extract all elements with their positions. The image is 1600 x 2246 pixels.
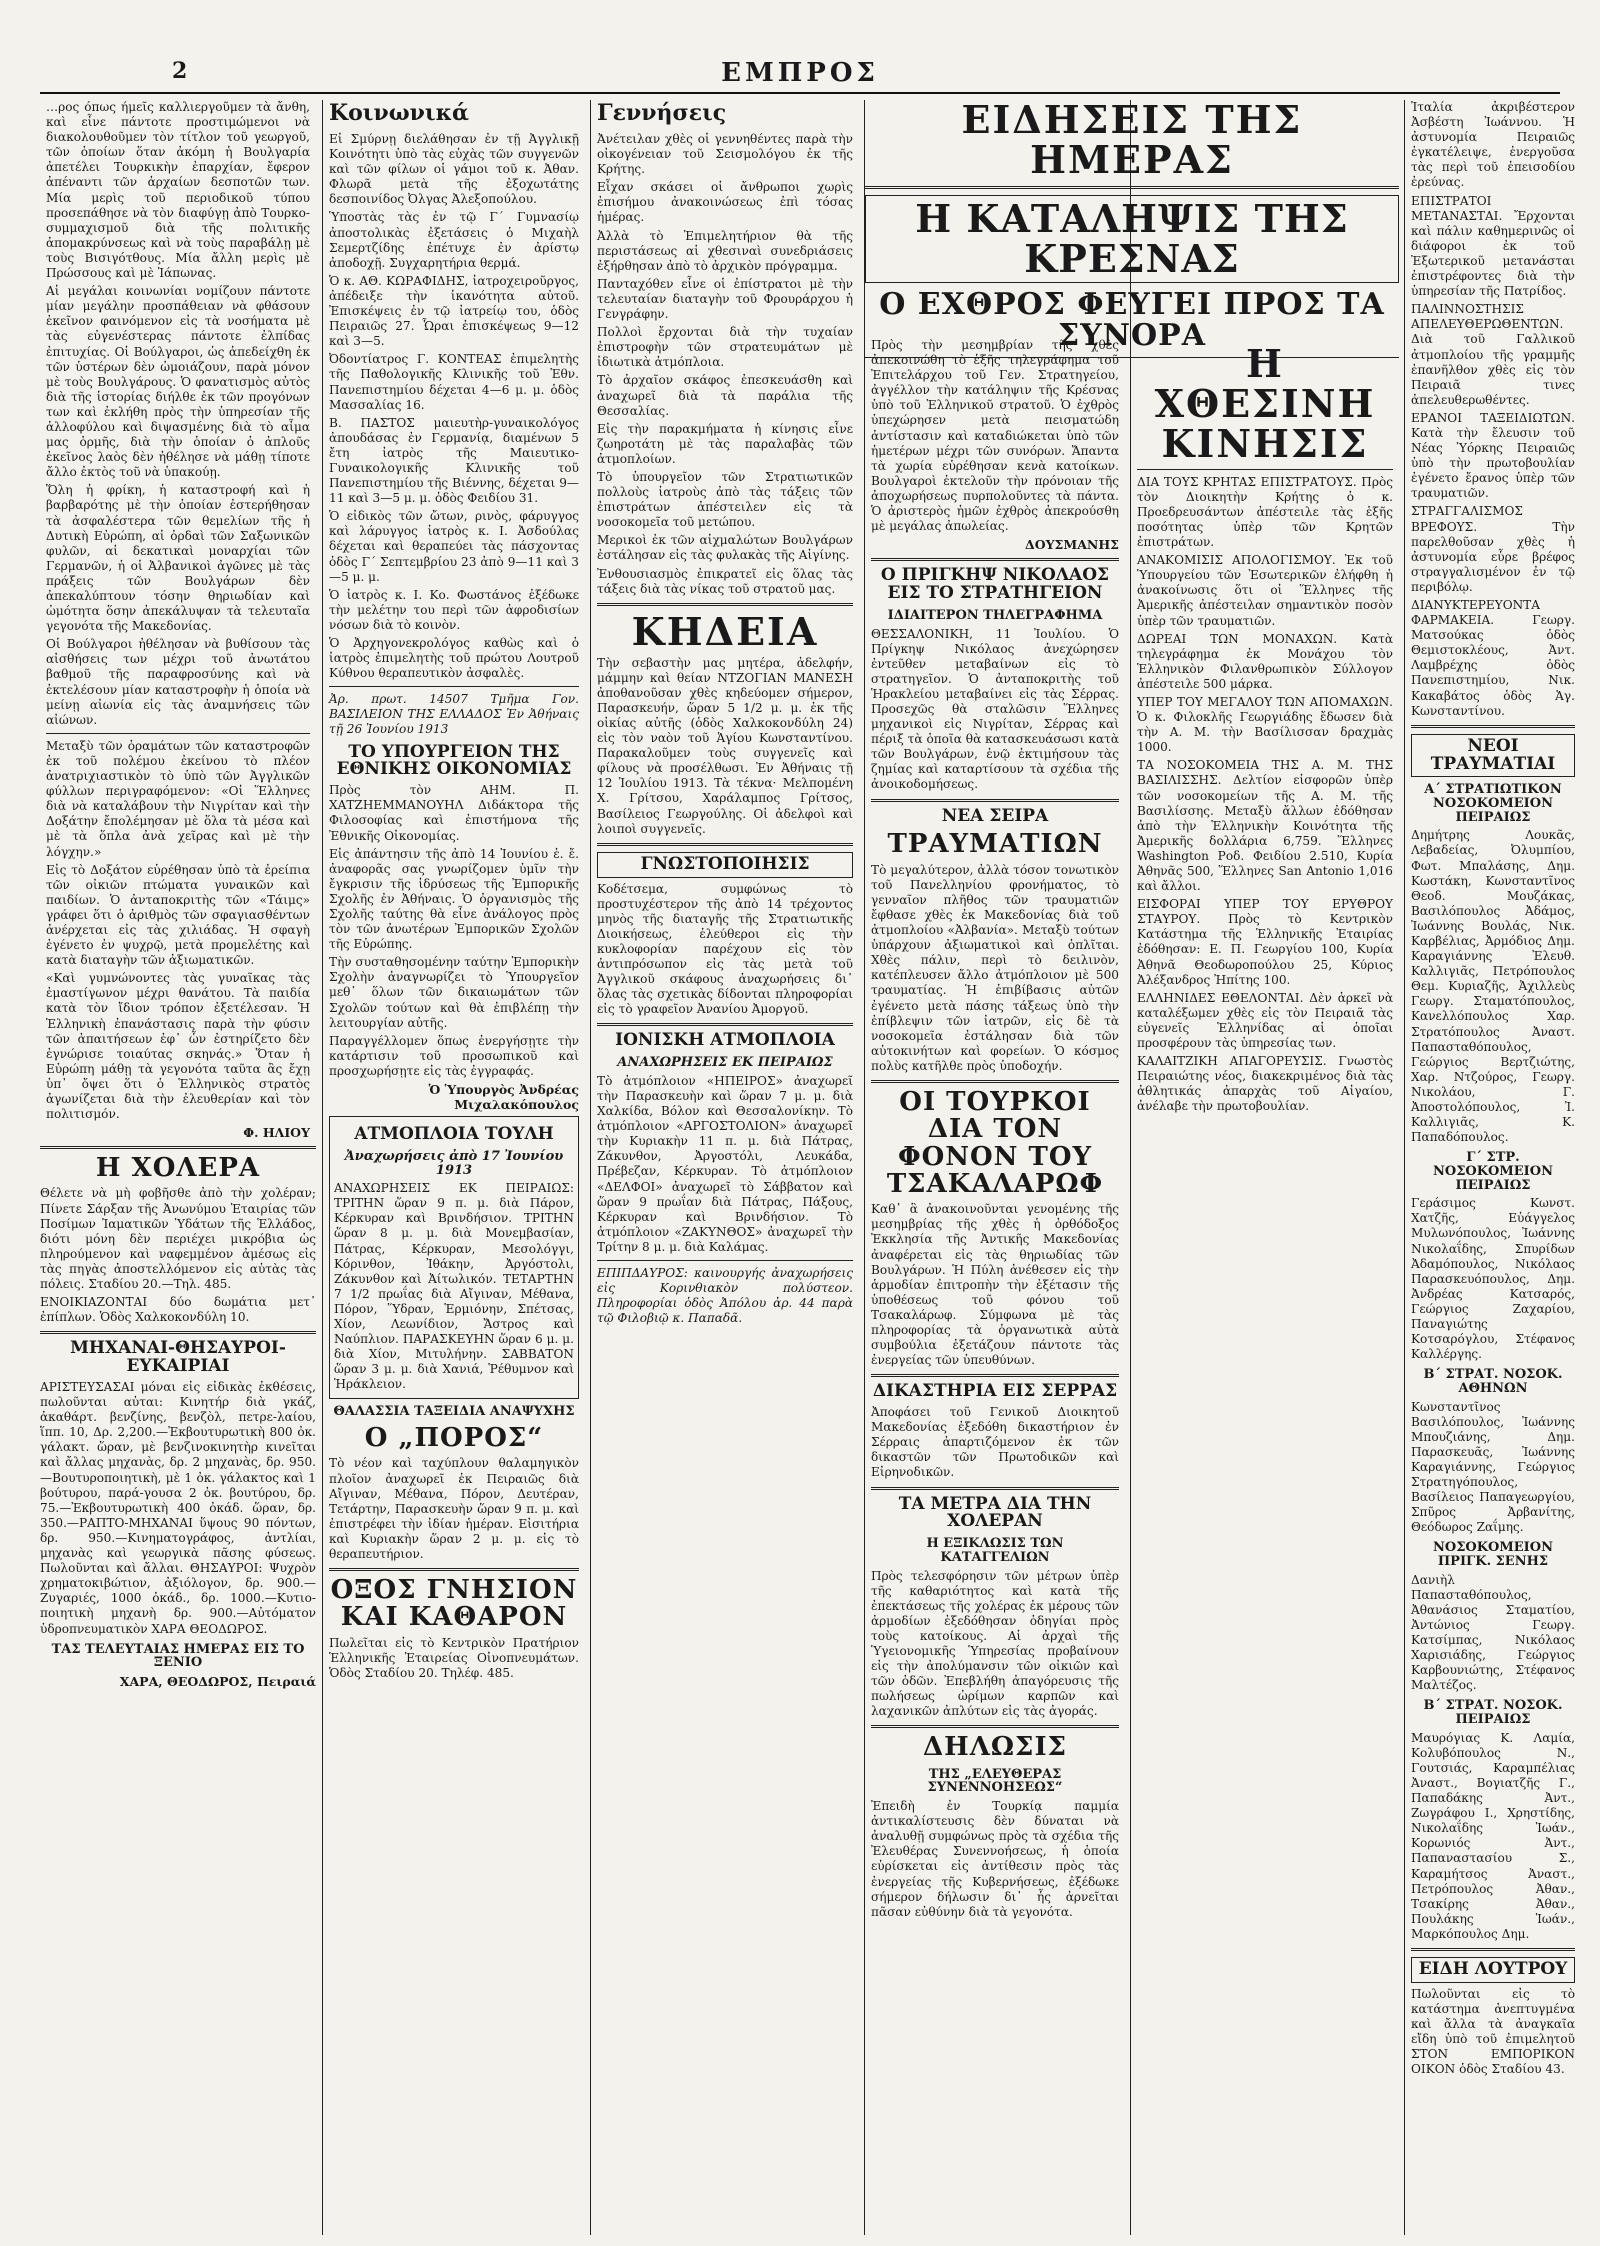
wounded-list: Δημήτρης Λουκᾶς, Λεβαδείας, Ὀλυμπίου, Φωτ. Μπαλάσης, Δημ. Κωστάκη, Κωνσταντῖνος Θεοδ. Μουζάκας, Βασιλόπουλος Ἀδάμος, Ἰωάννης Βουλάς, Νικ. Καρβέλιας, Ἀρμόδιος Δημ. Καραγιάννης Ἐλευθ. Καλλιγιᾶς, Πετρόπουλος Θεμ. Κυριαζῆς, Ἀχιλλεὺς Γεωργ. Σταματόπουλος, Κανελλόπουλος Χαρ. Στρατόπουλος Ἀναστ. Παπασταθόπουλος, Γεώργιος Βερτζιώτης, Χαρ. Ντζούρος, Γεωργ. Νικολάου, Γ. Ἀποστολόπουλος, Ἰ. Καλλιγιᾶς, Κ. Παπαδόπουλος.: [1411, 828, 1575, 1145]
cholera-measures-heading: ΤΑ ΜΕΤΡΑ ΔΙΑ ΤΗΝ ΧΟΛΕΡΑΝ: [898, 1493, 1092, 1532]
column-5: [1130, 100, 1399, 2235]
divider: [40, 1331, 316, 1334]
births-section-title: Γεννήσεις: [597, 100, 727, 126]
notice-body: Κοδέτσεμα, συμφώνως τὸ προστυχέστερον τῆς ἀπὸ 14 τρέχοντος μηνὸς τῆς διαταγῆς τῆς Στρατιωτικῆς Διοικήσεως, ἐλεύθεροι εἰς τὴν κυκλοφορίαν παρέχουν εἰς τὸν ἀντιπρόσωπον εἰς τὰς μετὰ τοῦ Ἀγγλικοῦ σκάφους ἀναχωρήσεις δι᾽ ὅλας τὰς σχετικὰς δίδονται πληροφορίαι εἰς τὸ γραφεῖον Ἀνανίου Ἀμοργοῦ.: [597, 881, 853, 1017]
article-paragraph: Οἱ Βούλγαροι ἠθέλησαν νὰ βυθίσουν τὰς αἰσθήσεις των μέχρι τοῦ ἀνωτάτου βαθμοῦ τῆς παραφροσύνης καὶ νὰ ἐκτελέσουν μίαν καταστροφὴν ἡ ὁποία νὰ μείνῃ αἰωνία εἰς τὰς ἀναμνήσεις τῶν αἰώνων.: [46, 637, 310, 727]
news-item: ΕΠΙΣΤΡΑΤΟΙ ΜΕΤΑΝΑΣΤΑΙ. Ἔρχονται καὶ πάλιν καθημερινῶς οἱ διάφοροι ἐκ τοῦ Ἐξωτερικοῦ μετανάσται ἐπιστρέφοντες διὰ τὴν ὑπηρεσίαν τῆς Πατρίδος.: [1411, 193, 1575, 299]
main-headline: Η ΚΑΤΑΛΗΨΙΣ ΤΗΣ ΚΡΕΣΝΑΣ: [865, 195, 1399, 283]
society-item: Ὑποστὰς τὰς ἐν τῷ Γ΄ Γυμνασίῳ ἀποστολικὰς ἐξετάσεις ὁ Μιχαὴλ Σεμερτζίδης ἐπέτυχε ἐν ἀρίστῳ ἀποδοχῇ. Συγχαρητήρια θερμά.: [329, 210, 579, 270]
births-item: Μερικοὶ ἐκ τῶν αἰχμαλώτων Βουλγάρων ἐστάλησαν εἰς τὰς φυλακὰς τῆς Αἰγίνης.: [597, 533, 853, 563]
ministry-paragraph: Παραγγέλλομεν ὅπως ἐνεργήσῃτε τὴν κατάρτισιν τοῦ προσωπικοῦ καὶ προσχωρήσῃτε εἰς τὰς ἐγγραφάς.: [329, 1033, 579, 1078]
hospital-heading: ΝΟΣΟΚΟΜΕΙΟΝ ΠΡΙΓΚ. ΣΕΝΗΣ: [1433, 1540, 1553, 1570]
machines-ad-signature: ΧΑΡΑ, ΘΕΟΔΩΡΟΣ, Πειραιά: [119, 1673, 316, 1689]
births-item: Πολλοὶ ἔρχονται διὰ τὴν τυχαίαν ἐπιστροφὴν τῶν στρατευμάτων μὲ ἰδιωτικὰ ἀτμόπλοια.: [597, 325, 853, 370]
machines-ad-heading: ΜΗΧΑΝΑΙ-ΘΗΣΑΥΡΟΙ-ΕΥΚΑΙΡΙΑΙ: [70, 1338, 286, 1377]
article-paragraph: «Καὶ γυμνώνοντες τὰς γυναῖκας τὰς ἐμαστίγωνον μέχρι θανάτου. Τὰ παιδία κατὰ τὸν ἴδιον τρόπον ἐξετέλεσαν. Ἡ Ἑλληνικὴ ἐπανάστασις παρὰ τὴν φύσιν τῶν ἀπαιτήσεων ἐφ᾽ ὧν ἐστηρίζετο δὲν ἐγνώρισε τοιαύτας σκηνάς.» Ὅταν ἡ Εὐρώπη μάθῃ τὰ γεγονότα ταῦτα ἂς ἔχῃ ὑπ᾽ ὄψει ὅτι ὁ Ἑλληνικὸς στρατὸς ἀγωνίζεται διὰ τὴν ἐλευθερίαν καὶ τὸν πολιτισμόν.: [46, 971, 310, 1122]
courts-body: Ἀποφάσει τοῦ Γενικοῦ Διοικητοῦ Μακεδονίας ἐξεδόθη δικαστήριον ἐν Σέρραις ἀπαρτιζόμενον ἐκ τῶν δικαστῶν τῶν Πρωτοδικῶν καὶ Εἰρηνοδικῶν.: [871, 1405, 1119, 1480]
society-item: Ὁ κ. ΑΘ. ΚΩΡΑΦΙΔΗΣ, ἰατροχειροῦργος, ἀπέδειξε τὴν ἱκανότητα αὐτοῦ. Ἐπισκέψεις ἐν τῷ ἰατρείῳ του, ὁδὸς Πειραιῶς 27. Ὧραι ἐπισκέψεως 9—12 καὶ 3—5.: [329, 273, 579, 349]
article-signature: Φ. ΗΛΙΟΥ: [243, 1125, 310, 1141]
ministry-heading: ΤΟ ΥΠΟΥΡΓΕΙΟΝ ΤΗΣ ΕΘΝΙΚΗΣ ΟΙΚΟΝΟΜΙΑΣ: [336, 741, 572, 780]
lead-news-body: Πρὸς τὴν μεσημβρίαν τῆς χθὲς ἀπεκοινώθη τὸ ἑξῆς τηλεγράφημα τοῦ Ἐπιτελάρχου τοῦ Γεν. Στρατηγείου, ἀγγέλλον τὴν κατάληψιν τῆς Κρέσνας ὑπὸ τοῦ Ἑλληνικοῦ στρατοῦ. Ὁ ἐχθρὸς ὑπεχώρησεν μετὰ πεισματώδη ἀντίστασιν καὶ καταδιώκεται ὑπὸ τῶν ἡμετέρων μέχρι τῶν συνόρων. Ἄπαντα τὰ χωρία εὑρέθησαν κενὰ κατοίκων. Βουλγαροὶ ἐκτελοῦν τὴν πρόνοιαν τῆς ἀποχωρήσεως πυρπολοῦντες τὰ πάντα. Ὁ ἀριστερὸς ἡμῶν ἐχθρὸς ἀπεκρούσθη μὲ μεγάλας ἀπωλείας.: [871, 338, 1119, 534]
cholera-ad-heading: Η ΧΟΛΕΡΑ: [95, 1153, 261, 1184]
sub-headline: Ο ΕΧΘΡΟΣ ΦΕΥΓΕΙ ΠΡΟΣ ΤΑ ΣΥΝΟΡΑ: [879, 286, 1385, 354]
wounded-pre-heading: ΝΕΑ ΣΕΙΡΑ: [941, 805, 1049, 826]
poros-body: Τὸ νέον καὶ ταχύπλουν θαλαμηγικὸν πλοῖον ἀναχωρεῖ ἐκ Πειραιῶς διὰ Αἴγιναν, Μέθανα, Πόρον, Δευτέραν, Τετάρτην, Παρασκευὴν ὥραν 9 π. μ. καὶ ἐπιστρέφει τὴν ἰδίαν ἡμέραν. Εἰσιτήρια καὶ Κυριακὴν ὥραν 2 μ. μ. εἰς τὸ θεραπευτήριον.: [329, 1456, 579, 1561]
ship-subheading: Ἀναχωρήσεις ἀπὸ 17 Ἰουνίου 1913: [344, 1148, 564, 1178]
births-item: Ἐνθουσιασμὸς ἐπικρατεῖ εἰς ὅλας τὰς τάξεις διὰ τὰς νίκας τοῦ στρατοῦ μας.: [597, 566, 853, 596]
divider: [871, 1487, 1119, 1490]
movement-item: ΔΙΑ ΤΟΥΣ ΚΡΗΤΑΣ ΕΠΙΣΤΡΑΤΟΥΣ. Πρὸς τὸν Διοικητὴν Κρήτης ὁ κ. Προεδρευσάντων ἀπέστειλε τὰς ἑξῆς ποσότητας ὑπὲρ τῶν Κρητῶν ἐπιστράτων.: [1137, 474, 1393, 550]
hospital-list: Γεράσιμος Κωνστ. Χατζῆς, Εὐάγγελος Μυλωνόπουλος, Ἰωάννης Νικολαΐδης, Σπυρίδων Ἀδαμόπουλος, Νικόλαος Παρασκευόπουλος, Δημ. Ἀνδρέας Κατσαρός, Γεώργιος Ζαχαρίου, Παναγιώτης Κοτσαρόγλου, Στέφανος Καλλέργης.: [1411, 1196, 1575, 1362]
divider: [1411, 725, 1575, 728]
society-item: Ὁ ἰατρὸς κ. Ι. Κο. Φωστάνος ἐξέδωκε τὴν μελέτην του περὶ τῶν ἀφροδισίων νόσων διὰ τὸ κοινὸν.: [329, 587, 579, 632]
divider: [597, 1023, 853, 1026]
baths-heading: ΕΙΔΗ ΛΟΥΤΡΟΥ: [1411, 1957, 1575, 1983]
divider: [871, 799, 1119, 802]
nikolaos-body: ΘΕΣΣΑΛΟΝΙΚΗ, 11 Ἰουλίου. Ὁ Πρίγκηψ Νικόλαος ἀνεχώρησεν ἐντεῦθεν μεταβαίνων εἰς τὸ στρατηγεῖον. Ὁ ἀνταποκριτὴς τοῦ Ἡρακλείου μεταβαίνει εἰς τὰς Σέρρας. Προσεχῶς θὰ σταλῶσιν Ἕλληνες μηχανικοὶ εἰς Νιγρίταν, Σέρρας καὶ πέριξ τὰ ὁποῖα θὰ κατασκευάσωσι κατὰ τῶν Βουλγάρων, ἐνῷ ἐκτιμήσουν τὰς ζημίας καὶ καταρτίσουν τὰ σχέδια τῆς ἀνοικοδομήσεως.: [871, 626, 1119, 792]
masthead-rule: [40, 92, 1560, 94]
masthead: [0, 0, 1600, 96]
column-1: [40, 100, 316, 2235]
vinegar-heading: ΟΞΟΣ ΓΝΗΣΙΟΝ ΚΑΙ ΚΑΘΑΡΟΝ: [330, 1575, 578, 1633]
nikolaos-heading: Ο ΠΡΙΓΚΗΨ ΝΙΚΟΛΑΟΣ ΕΙΣ ΤΟ ΣΤΡΑΤΗΓΕΙΟΝ: [880, 565, 1110, 604]
ionian-subheading: ΑΝΑΧΩΡΗΣΕΙΣ ΕΚ ΠΕΙΡΑΙΩΣ: [617, 1055, 833, 1071]
front-news-headlines: [865, 97, 1399, 363]
cholera-ad-body: Θέλετε νὰ μὴ φοβῆσθε ἀπὸ τὴν χολέραν; Πίνετε Σάρξαν τῆς Ἀνωνύμου Ἑταιρίας τῶν Ποσίμων Ἰαματικῶν Ὑδάτων τῆς Ἑλλάδος, διότι μόνη δὲν περιέχει μικρόβια ὡς πληρούμενον καὶ ναφεμμένον ἀμέσως εἰς τὰς πηγὰς ἀποστελλόμενον εἰς αὐτὰς τὰς πόλεις. Σταδίου 20.—Τηλ. 485.: [40, 1186, 316, 1292]
divider: [1411, 1948, 1575, 1951]
ministry-paragraph: Εἰς ἀπάντησιν τῆς ἀπὸ 14 Ἰουνίου ἐ. ἔ. ἀναφορᾶς σας γνωρίζομεν ὑμῖν τὴν ἔγκρισιν τῆς ἱδρύσεως τῆς Ἐμπορικῆς Σχολῆς ἐν Ἀθήναις. Ὁ ὀργανισμὸς τῆς Σχολῆς ταύτης θὰ εἶνε ἀνάλογος πρὸς τὸν τῶν ἀνωτέρων Ἐμπορικῶν Σχολῶν τῆς Εὐρώπης.: [329, 846, 579, 952]
turks-body: Καθ᾽ ἃ ἀνακοινοῦνται γενομένης τῆς μεσημβρίας τῆς χθὲς ἡ ὀρθόδοξος Ἐκκλησία τῆς Ἀντικῆς Μακεδονίας ἀναφέρεται εἰς τὰς θηριωδίας τῶν Βουλγάρων. Ἡ Πύλη ἀνέθεσεν εἰς τὴν ἁρμοδίαν ἐπιτροπὴν τὴν ἐξέτασιν τῆς ὑποθέσεως τοῦ φόνου τοῦ Τσακαλάρωφ. Σύμφωνα μὲ τὰς πληροφορίας τὰ ὀργανωτικὰ αὐτὰ συμβούλια ἐξετάζουν πάντοτε τὰς ἐνεργείας τῶν ὑπευθύνων.: [871, 1202, 1119, 1368]
columns: [40, 97, 1580, 2235]
divider: [1137, 469, 1393, 470]
poros-pre-heading: ΘΑΛΑΣΣΙΑ ΤΑΞΕΙΔΙΑ ΑΝΑΨΥΧΗΣ: [333, 1404, 575, 1420]
divider: [597, 603, 853, 606]
births-item: Ἀνέτειλαν χθὲς οἱ γεννηθέντες παρὰ τὴν οἰκογένειαν τοῦ Σεισμολόγου ἐκ τῆς Κρήτης.: [597, 132, 853, 177]
cholera-measures-body: Πρὸς τελεσφόρησιν τῶν μέτρων ὑπὲρ τῆς καθαριότητος καὶ κατὰ τῆς ἐπεκτάσεως τῆς χολέρας ἐκ μέρους τῶν ἀρμοδίων ἐξεδόθησαν ὁδηγίαι πρὸς τοὺς κατοίκους. Αἱ ἀρχαὶ τῆς Ὑγειονομικῆς Ὑπηρεσίας προβαίνουν εἰς τὴν ἀπολύμανσιν τῶν οἰκιῶν καὶ τῶν ὁδῶν. Ἐπεβλήθη ἀπαγόρευσις τῆς πωλήσεως ὠρίμων καρπῶν καὶ λαχανικῶν ἀπλύτων εἰς τὰς ἀγοράς.: [871, 1568, 1119, 1719]
ministry-paragraph: Τὴν συσταθησομένην ταύτην Ἐμπορικὴν Σχολὴν ἀναγνωρίζει τὸ Ὑπουργεῖον μεθ᾽ ὅλων τῶν δικαιωμάτων τῶν Σχολῶν τούτων καὶ θὰ ἐπιβλέπῃ τὴν λειτουργίαν αὐτῆς.: [329, 955, 579, 1030]
news-item: Ἰταλία ἀκριβέστερον Ἀσβέστη Ἰωάννου. Ἡ ἀστυνομία Πειραιῶς ἐγκατέλειψε, ἐνεργοῦσα τὰς περὶ τοῦ ἐπεισοδίου ἐρεύνας.: [1411, 100, 1575, 190]
divider: [46, 733, 310, 734]
epidavros-notice: ΕΠΙΠΔΑΥΡΟΣ: καινουργής ἀναχωρήσεις εἰς Κορινθιακὸν πολύστεον. Πληροφορίαι ὁδὸς Ἀπόλου ἀρ. 44 παρὰ τῷ Φιλοβιῷ κ. Παπαδᾶ.: [597, 1266, 853, 1326]
decree-reference: Ἀρ. πρωτ. 14507 Τμῆμα Γον. ΒΑΣΙΛΕΙΟΝ ΤΗΣ ΕΛΛΑΔΟΣ Ἐν Ἀθήναις τῇ 26 Ἰουνίου 1913: [329, 692, 579, 737]
declaration-body: Ἐπειδὴ ἐν Τουρκίᾳ παμμία ἀντικαλίστευσις δὲν δύναται νὰ ἀναλυθῇ συμφώνως πρὸς τὰ σχέδια τῆς Ἐλευθέρας Συνεννοήσεως, ἡ ὁποία εὑρίσκεται εἰς ἀντίθεσιν πρὸς τὰς ἐνεργείας τῆς Κυβερνήσεως, ἐξέδωκε σήμερον δήλωσιν δι᾽ ἧς ἀρνεῖται πᾶσαν εὐθύνην διὰ τὰ γεγονότα.: [871, 1799, 1119, 1919]
hospital-heading: Γ΄ ΣΤΡ. ΝΟΣΟΚΟΜΕΙΟΝ ΠΕΙΡΑΙΩΣ: [1433, 1150, 1553, 1193]
column-2: [322, 100, 585, 2235]
movement-item: ΕΛΛΗΝΙΔΕΣ ΕΘΕΛΟΝΤΑΙ. Δὲν ἀρκεῖ νὰ καταλέξωμεν χθὲς εἰς τὸν Πειραιᾶ τὰς εὐγενεῖς Ἑλληνίδας αἱ ὁποῖαι προσφέρουν τὰς ὑπηρεσίας των.: [1137, 990, 1393, 1051]
wounded-body: Τὸ μεγαλύτερον, ἀλλὰ τόσον τονωτικὸν τοῦ Πανελληνίου φρονήματος, τὸ γενναῖον πλῆθος τῶν τραυματιῶν ἔφθασε χθὲς ἐκ Μακεδονίας διὰ τοῦ ἀτμοπλοίου «Ἀλβανία». Μεταξὺ τούτων ὑπάρχουν ἀξιωματικοὶ καὶ ὁπλῖται. Χθὲς πάλιν, περὶ τὸ δειλινὸν, κατέπλευσεν ἄλλο ἀτμόπλοιον μὲ 500 τραυματίας. Ἡ ἐπιβίβασις αὐτῶν ἐγένετο μετὰ πάσης τάξεως ὑπὸ τὴν ἐπίβλεψιν τῶν ἰατρῶν, εἰς δὲ τὰ νοσοκομεῖα ἐστάλησαν διὰ τῶν αὐτοκινήτων καὶ φορείων. Ὁ κόσμος πολὺς κατῆλθε πρὸς ὑποδοχήν.: [871, 862, 1119, 1073]
wounded-list-heading: ΝΕΟΙ ΤΡΑΥΜΑΤΙΑΙ: [1411, 734, 1575, 778]
article-paragraph: …ρος όπως ήμεῖς καλλιεργοῦμεν τὰ ἄνθη, καὶ εἶνε πάντοτε προστιμώμενοι νὰ διακολουθοῦμεν τὸν τίτλον τοῦ γεωργοῦ, τῶν ὁποίων ὅταν ἀκόμη ἡ Βουλγαρία ἀπετέλει Τουρκικὴν ἐπαρχίαν, ἔφερον ἀπέναντι τῶν ἀρχαίων δεσποτῶν των. Μία μερὶς τοῦ περιοδικοῦ τύπου προσεπάθησε νὰ τὸν διαφύγῃ ἀπὸ Τουρκο-συμμαχισμοῦ διὰ τῆς πολιτικῆς ἀπομακρύνσεως καὶ νὰ τοὺς παραβάλῃ μὲ τοὺς Βισιγότθους. Μία ἄλλη μερὶς μὲ Πρώσσους καὶ μὲ Ἰάπωνας.: [46, 100, 310, 281]
divider: [329, 1568, 579, 1571]
wounded-heading: ΤΡΑΥΜΑΤΙΩΝ: [887, 829, 1103, 860]
movement-item: ΚΑΛΑΙΤΖΙΚΗ ΑΠΑΓΟΡΕΥΣΙΣ. Γνωστὸς Πειραιώτης νέος, διακεκριμένος διὰ τὰς ἀθλητικάς ἀπαρχὰς τοῦ Αἰγαίου, ἀνέλαβε τὴν πρωτοβουλίαν.: [1137, 1054, 1393, 1114]
divider: [597, 1260, 853, 1261]
hospital-list: Μαυρόγιας Κ. Λαμία, Κολυβόπουλος Ν., Γουτσιάς, Καραμπέλιας Ἀναστ., Βογιατζῆς Γ., Παπαδάκης Ἀντ., Ζωγράφου Ι., Χρηστίδης, Νικολαΐδης Ἰωάν., Κορωνιός Ἀντ., Παπαναστασίου Σ., Καραμήτσος Ἀναστ., Πετρόπουλος Ἀθαν., Τσακίρης Ἀθαν., Πουλάκης Ἰωάν., Μαρκόπουλος Δημ.: [1411, 1730, 1575, 1941]
births-item: Τὸ ὑπουργεῖον τῶν Στρατιωτικῶν πολλοὺς ἰατροὺς ἀπὸ τὰς τάξεις τῶν ἐπιστράτων ἀπέστειλεν εἰς τὰ νοσοκομεῖα τοῦ μετώπου.: [597, 469, 853, 530]
births-item: Εἶχαν σκάσει οἱ ἄνθρωποι χωρὶς ἐπισήμου ἀνακοινώσεως ἐπὶ τόσας ἡμέρας.: [597, 180, 853, 225]
births-item: Πανταχόθεν εἶνε οἱ ἐπίστρατοι μὲ τὴν τελευταίαν διαταγὴν τοῦ Φρουράρχου ἡ Γενγράφην.: [597, 276, 853, 322]
movement-item: ΔΩΡΕΑΙ ΤΩΝ ΜΟΝΑΧΩΝ. Κατὰ τηλεγράφημα ἐκ Μονάχου τὸν Ἑλληνικὸν Φιλανθρωπικὸν Σύλλογον ἀπέστειλε 500 μάρκα.: [1137, 631, 1393, 691]
movement-item: ΥΠΕΡ ΤΟΥ ΜΕΓΑΛΟΥ ΤΩΝ ΑΠΟΜΑΧΩΝ. Ὁ κ. Φιλοκλῆς Γεωργιάδης ἔδωσεν διὰ τὴν Α. Μ. τὴν Βασίλισσαν δραχμὰς 1000.: [1137, 694, 1393, 755]
births-item: Τὸ ἀρχαῖον σκάφος ἐπεσκευάσθη καὶ ἀναχωρεῖ διὰ τὰ παράλια τῆς Θεσσαλίας.: [597, 373, 853, 418]
society-item: Ὁ εἰδικὸς τῶν ὤτων, ρινὸς, φάρυγγος καὶ λάρυγγος ἰατρὸς κ. Ι. Ἀσδούλας δέχεται καὶ θεραπεύει τὰς πάσχοντας ὁδὸς Γ΄ Σεπτεμβρίου 23 ἀπὸ 9—11 καὶ 3—5 μ. μ.: [329, 509, 579, 584]
funeral-heading: ΚΗΔΕΙΑ: [631, 608, 819, 654]
news-item: ΠΑΛΙΝΝΟΣΤΗΣΙΣ ΑΠΕΛΕΥΘΕΡΩΘΕΝΤΩΝ. Διὰ τοῦ Γαλλικοῦ ἀτμοπλοίου τῆς γραμμῆς ἐπανῆλθον χθὲς εἰς τὸν Πειραιᾶ τινες ἀπελευθερωθέντες.: [1411, 302, 1575, 407]
divider: [871, 1080, 1119, 1083]
ministry-signature: Ὁ Ὑπουργὸς Ἀνδρέας Μιχαλακόπουλος: [428, 1082, 579, 1113]
machines-ad-footer: ΤΑΣ ΤΕΛΕΥΤΑΙΑΣ ΗΜΕΡΑΣ ΕΙΣ ΤΟ ΞΕΝΙΟ: [51, 1641, 305, 1671]
ship-timetable-box: [329, 1116, 579, 1399]
births-item: Εἰς τὴν παρακμήματα ἡ κίνησις εἶνε ζωηροτάτη μὲ τὰς παραλαβὰς τῶν ἀτμοπλοίων.: [597, 421, 853, 466]
divider: [597, 843, 853, 846]
article-paragraph: Ὅλη ἡ φρίκη, ἡ καταστροφή καὶ ἡ βαρβαρότης μὲ τὴν ὁποίαν ἐστερήθησαν τὰ ἀσφαλέστερα τῶν θεμελίων τῆς ἡ Δυτικὴ Εὐρώπη, αἱ ὀρδαὶ τῶν Σαξωνικῶν φυλῶν, αἱ δεκατικαὶ μοναρχίαι τῶν Γερμανῶν, ἡ οἱ Ἀλβανικοὶ ἀγῶνες μὲ τὰς πράξεις τῶν Βουλγάρων δὲν ἀπεκαλύπτουν τόσην θηριωδίαν καὶ ὠμότητα ὅσην ἀπεκάλυψαν τὰ τελευταῖα γεγονότα τῆς Μακεδονίας.: [46, 483, 310, 634]
column-3: [590, 100, 859, 2235]
ionian-heading: ΙΟΝΙΣΚΗ ΑΤΜΟΠΛΟΙΑ: [615, 1030, 835, 1051]
ship-heading: ΑΤΜΟΠΛΟΙΑ ΤΟΥΛΗ: [354, 1124, 554, 1145]
cholera-measures-subheading: Η ΕΞΙΚΛΩΣΙΣ ΤΩΝ ΚΑΤΑΓΓΕΛΙΩΝ: [926, 1536, 1064, 1565]
hospital-list: Κωνσταντῖνος Βασιλόπουλος, Ἰωάννης Μπουζιάνης, Δημ. Παρασκευᾶς, Ἰωάννης Καραγιάννης, Γεώργιος Στρατηγόπουλος, Βασίλειος Παπαγεωργίου, Σπῦρος Ἀρβανίτης, Θεόδωρος Ζαΐμης.: [1411, 1399, 1575, 1535]
hospital-heading: Β΄ ΣΤΡΑΤ. ΝΟΣΟΚ. ΑΘΗΝΩΝ: [1423, 1367, 1563, 1396]
divider: [865, 186, 1399, 189]
rent-notice: ΕΝΟΙΚΙΑΖΟΝΤΑΙ δύο δωμάτια μετ᾽ ἐπίπλων. Ὁδὸς Χαλκοκονδύλη 10.: [40, 1295, 316, 1325]
ionian-timetable: Τὸ ἀτμόπλοιον «ΗΠΕΙΡΟΣ» ἀναχωρεῖ τὴν Παρασκευὴν καὶ ὥραν 7 μ. μ. διὰ Χαλκίδα, Βόλον καὶ Θεσσαλονίκην. Τὸ ἀτμόπλοιον «ΑΡΓΟΣΤΟΛΙΟΝ» ἀναχωρεῖ τὴν Κυριακὴν 11 π. μ. διὰ Πάτρας, Ζάκυνθον, Ἀργοστόλι, Λευκάδα, Πρέβεζαν, Κέρκυραν. Τὸ ἀτμόπλοιον «ΔΕΛΦΟΙ» ἀναχωρεῖ τὸ Σάββατον καὶ ὥραν 9 πρωΐαν διὰ Πάτρας, Πάξους, Κέρκυραν καὶ Βρινδήσιον. Τὸ ἀτμόπλοιον «ΖΑΚΥΝΘΟΣ» ἀναχωρεῖ τὴν Τρίτην 8 μ. μ. διὰ Καλάμας.: [597, 1073, 853, 1254]
machines-ad-body: ΑΡΙΣΤΕΥΣΑΣΑΙ μόναι εἰς εἰδικὰς ἐκθέσεις, πωλοῦνται αὐται: Κινητήρ διὰ γκάζ, ἀκαθάρτ. βενζίνης, βενζὸλ, πετρε-λαίου, ἵππ. 10, Δρ. 2,200.—Ἐκβουτυρωτικὴ 800 ὀκ. γάλακτ. ὥραν, μὲ βενζινοκινητὴρ κινεῖται καὶ ἄλλας μηχανὰς, δρ. 2 μηχανὰς, δρ. 950.—Βουτυροποιητικὴ, μὲ 1 ὀκ. γάλακτος καὶ 1 βούτυρου, παρά-γουσα 2 ὀκ. βουτύρου, δρ. 75.—Ἐκβουτυρωτικὴ 400 ὀκάδ. ὥραν, δρ. 350.—ΡΑΠΤΟ-ΜΗΧΑΝΑΙ ὕψους 90 πόντων, δρ. 950.—Κινηματογράφος, ἀντλίαι, μηχανὰς καὶ γεωργικὰ πᾶσης φύσεως. Πωλοῦνται καὶ ἄλλαι. ΘΗΣΑΥΡΟΙ: Ψυχρὸν χρηματοκιβώτιον, ἀξιόλογον, δρ. 900.—Ζυγαριές, 1000 ὀκάδ., δρ. 1000.—Κυτιο-ποιητικὴ μηχανὴ δρ. 900.—Αὐτόματον ὑδροπνευματικὸν ΧΑΡΑ ΘΕΟΔΩΡΟΣ.: [40, 1380, 316, 1636]
wounded-list-intro: Α΄ ΣΤΡΑΤΙΩΤΙΚΟΝ ΝΟΣΟΚΟΜΕΙΟΝ ΠΕΙΡΑΙΩΣ: [1424, 782, 1562, 825]
divider: [40, 1146, 316, 1149]
newspaper-title: ΕΜΠΡΟΣ: [721, 58, 879, 88]
divider: [871, 558, 1119, 561]
declaration-heading: ΔΗΛΩΣΙΣ: [923, 1732, 1067, 1763]
divider: [865, 357, 1399, 358]
hospital-list: Δανιὴλ Παπασταθόπουλος, Ἀθανάσιος Σταματίου, Ἀντώνιος Γεωργ. Κατσίμπας, Νικόλαος Χαρισιάδης, Γεώργιος Καρβουνιώτης, Στέφανος Μαλτέζος.: [1411, 1572, 1575, 1693]
article-paragraph: Εἰς τὸ Δοξάτον εὑρέθησαν ὑπὸ τὰ ἐρείπια τῶν οἰκιῶν πτώματα γυναικῶν καὶ παιδίων. Ὁ ἀνταποκριτὴς τῶν «Τάιμς» γράφει ὅτι ὁ ἀριθμὸς τῶν σφαγιασθέντων ἀνέρχεται εἰς τὰς χιλιάδας. Ἡ σφαγὴ ἐγένετο ἐν ψυχρῷ, μετὰ προμελέτης καὶ κατὰ διαταγὴν τῶν ἀξιωματικῶν.: [46, 862, 310, 968]
notice-heading: ΓΝΩΣΤΟΠΟΙΗΣΙΣ: [597, 852, 853, 878]
society-item: Ὀδοντίατρος Γ. ΚΟΝΤΕΑΣ ἐπιμελητὴς τῆς Παθολογικῆς Κλινικῆς τοῦ Ἐθν. Πανεπιστημίου δέχεται 4—6 μ. μ. ὁδὸς Μασσαλίας 16.: [329, 352, 579, 412]
baths-body: Πωλοῦνται εἰς τὸ κατάστημα ἀνεπτυγμένα καὶ ἄλλα τὰ ἀναγκαῖα εἴδη ὑπὸ τοῦ ἐπιμελητοῦ ΣΤΟΝ ΕΜΠΟΡΙΚΟΝ ΟΙΚΟΝ ὁδὸς Σταδίου 43.: [1411, 1986, 1575, 2077]
column-4: [864, 100, 1125, 2235]
news-item: ΣΤΡΑΓΓΑΛΙΣΜΟΣ ΒΡΕΦΟΥΣ. Τὴν παρελθοῦσαν χθὲς ἡ ἀστυνομία εὗρε βρέφος στραγγαλισμένον ἐν τῷ περιβόλῳ.: [1411, 504, 1575, 594]
courts-heading: ΔΙΚΑΣΤΗΡΙΑ ΕΙΣ ΣΕΡΡΑΣ: [872, 1381, 1118, 1402]
society-item: Ὁ Ἀρχηγονεκρολόγος καθὼς καὶ ὁ ἰατρὸς ἐπιμελητὴς τοῦ πρώτου Λουτροῦ Κύθνου θεραπευτικὸν ἀσφαλὲς.: [329, 636, 579, 681]
hospital-heading: Β΄ ΣΤΡΑΤ. ΝΟΣΟΚ. ΠΕΙΡΑΙΩΣ: [1423, 1698, 1563, 1728]
page-number: 2: [172, 58, 188, 84]
nikolaos-subheading: ΙΔΙΑΙΤΕΡΟΝ ΤΗΛΕΓΡΑΦΗΜΑ: [887, 607, 1103, 623]
movement-item: ΤΑ ΝΟΣΟΚΟΜΕΙΑ ΤΗΣ Α. Μ. ΤΗΣ ΒΑΣΙΛΙΣΣΗΣ. Δελτίον εἰσφορῶν ὑπὲρ τῶν νοσοκομείων τῆς Α. Μ. τῆς Βασιλίσσης. Μεταξὺ ἄλλων ἐδόθησαν ἀπὸ τὴν Ἑλληνικὴν Κοινότητα τῆς Ἀμερικῆς δολλάρια 6,759. Ἕλληνες Washington Ροδ. Φειδίου 2.510, Κυρία Ἀθηνᾶς 500, Ἕλληνες San Antonio 1,016 καὶ ἄλλοι.: [1137, 758, 1393, 894]
turks-heading: ΟΙ ΤΟΥΡΚΟΙ ΔΙΑ ΤΟΝ ΦΟΝΟΝ ΤΟΥ ΤΣΑΚΑΛΑΡΩΦ: [886, 1087, 1104, 1199]
article-paragraph: Αἱ μεγάλαι κοινωνίαι νομίζουν πάντοτε μίαν μεγάλην προσπάθειαν νὰ φθάσουν ἐκεῖνον φαινόμενον εἰς τὰ νοσήματα μὲ τὰς εὐγενέστερας πάντοτε ἐλπίδας ἐπιτυχίας. Οἱ Βούλγαροι, ὡς ἀπεδείχθη ἐκ τῶν ὑστέρων δὲν ὠμοιάζουν, παρὰ μόνον μὲ τοὺς Βουλγάρους. Ὁ φανατισμὸς αὐτὸς διὰ τῆς ἱστορίας διήλθε ἐκ τῶν προγόνων των καὶ ἐκλήθη πρὸς τὴν ὑπηρεσίαν τῆς ἀλλοφύλου καὶ διψασμένης διὰ τὸ αἷμα μας ὁρμῆς, διὰ τὴν ὁποίαν ὁ ἀπλοῦς ἐκεῖνος λαὸς δὲν ἠθέλησε νὰ μάθῃ τίποτε ἄλλο ἐκτὸς τοῦ νὰ ὑπακούῃ.: [46, 284, 310, 480]
divider: [871, 1725, 1119, 1728]
movement-item: ΕΙΣΦΟΡΑΙ ΥΠΕΡ ΤΟΥ ΕΡΥΘΡΟΥ ΣΤΑΥΡΟΥ. Πρὸς τὸ Κεντρικὸν Κατάστημα τῆς Ἑλληνικῆς Ἑταιρίας ἐδόθησαν: Ε. Π. Γεωργίου 100, Κυρία Ἀθηνᾶ Θεοδωροπούλου 25, Κύριος Ἀλέξανδρος Ἠπίτης 100.: [1137, 897, 1393, 987]
society-section-title: Κοινωνικά: [329, 100, 469, 126]
divider: [871, 1374, 1119, 1377]
news-banner: ΕΙΔΗΣΕΙΣ ΤΗΣ ΗΜΕΡΑΣ: [961, 97, 1303, 182]
lead-article: [40, 100, 316, 1140]
news-item: ΕΡΑΝΟΙ ΤΑΞΕΙΔΙΩΤΩΝ. Κατὰ τὴν ἔλευσιν τοῦ Νέας Ὑόρκης Πειραιῶς ὑπὸ τὴν πρωτοβουλίαν ἐγένετο ἔρανος ὑπὲρ τῶν τραυματιῶν.: [1411, 410, 1575, 501]
yesterday-movement-heading: Η ΧΘΕΣΙΝΗ ΚΙΝΗΣΙΣ: [1154, 341, 1376, 466]
poros-heading: Ο „ΠΟΡΟΣ“: [364, 1423, 544, 1454]
funeral-notice: Τὴν σεβαστὴν μας μητέρα, ἀδελφήν, μάμμην καὶ θείαν ΝΤΖΟΓΙΑΝ ΜΑΝΕΣΗ ἀποθανοῦσαν χθὲς κηδεύομεν σήμερον, Παρασκευήν, ὥραν 5 1/2 μ. μ. ἐκ τῆς οἰκίας αὐτῆς (ὁδὸς Χαλκοκονδύλη 24) εἰς τὸν ναὸν τοῦ Ἁγίου Κωνσταντίνου. Παρακαλοῦμεν τοὺς συγγενεῖς καὶ φίλους νὰ προσέλθωσι. Ἐν Ἀθήναις τῇ 12 Ἰουλίου 1913. Τὰ τέκνα· Μελπομένη Χ. Γρίτσου, Χαράλαμπος Γρίτσος, Βασίλειος Γεωργούλης. Οἱ ἀδελφοὶ καὶ λοιποὶ συγγενεῖς.: [597, 655, 853, 836]
vinegar-body: Πωλεῖται εἰς τὸ Κεντρικὸν Πρατήριον Ἑλληνικῆς Ἑταιρείας Οἰνοπνευμάτων. Ὁδὸς Σταδίου 20. Τηλέφ. 485.: [329, 1635, 579, 1680]
news-item: ΔΙΑΝΥΚΤΕΡΕΥΟΝΤΑ ΦΑΡΜΑΚΕΙΑ. Γεωργ. Ματσούκας ὁδὸς Θεμιστοκλέους, Ἀντ. Λαμβρέχης ὁδὸς Πανεπιστημίου, Νικ. Κακαβάτος ὁδὸς Ἁγ. Κωνσταντίνου.: [1411, 598, 1575, 718]
births-item: Ἀλλὰ τὸ Ἐπιμελητήριον θὰ τῆς περιστάσεως αἱ χθεσιναὶ συνεδριάσεις ἐξήρθησαν ἀπὸ τὸ ἀρχικὸν πρόγραμμα.: [597, 228, 853, 273]
ministry-paragraph: Πρὸς τὸν ΑΗΜ. Π. ΧΑΤΖΗΕΜΜΑΝΟΥΗΛ Διδάκτορα τῆς Φιλοσοφίας καὶ ἐπιστήμονα τῆς Ἐθνικῆς Οἰκονομίας.: [329, 783, 579, 843]
ship-timetable: ΑΝΑΧΩΡΗΣΕΙΣ ΕΚ ΠΕΙΡΑΙΩΣ: ΤΡΙΤΗΝ ὥραν 9 π. μ. διὰ Πάρον, Κέρκυραν καὶ Βρινδήσιον. ΤΡΙΤΗΝ ὥραν 8 μ. μ. διὰ Μονεμβασίαν, Πάτρας, Κέρκυραν, Μεσολόγγι, Κόρινθον, Ἰθάκην, Ἀργόστολι, Ζάκυνθον καὶ Ἀίτωλικόν. ΤΕΤΑΡΤΗΝ 7 1/2 πρωΐας διὰ Αἴγιναν, Μέθανα, Πόρον, Ὕδραν, Ἑρμιόνην, Σπέτσας, Χίον, Λεωνίδιον, Ἄστρος καὶ Ναύπλιον. ΠΑΡΑΣΚΕΥΗΝ ὥραν 6 μ. μ. διὰ Χίον, Μιτυλήνην. ΣΑΒΒΑΤΟΝ ὥραν 3 μ. μ. διὰ Χανιά, Ῥέθυμνον καὶ Ἡράκλειον.: [334, 1181, 574, 1392]
column-6: [1404, 100, 1581, 2235]
declaration-subheading: ΤΗΣ „ΕΛΕΥΘΕΡΑΣ ΣΥΝΕΝΝΟΗΣΕΩΣ“: [927, 1766, 1063, 1796]
divider: [329, 686, 579, 687]
society-item: Εἰ Σμύρνῃ διελάθησαν ἐν τῇ Ἀγγλικῇ Κοινότητι ὑπὸ τὰς εὐχὰς τῶν συγγενῶν καὶ τῶν φίλων οἱ γάμοι τοῦ κ. Ἀθαν. Φλωρᾶ μετὰ τῆς ἐξοχωτάτης δεσποινίδος Ὀλγας Ἀλεξοπούλου.: [329, 132, 579, 207]
society-item: Β. ΠΑΣΤΟΣ μαιευτὴρ-γυναικολόγος ἀπουδάσας ἐν Γερμανίᾳ, διαμένων 5 ἔτη ἰατρὸς τῆς Μαιευτικο-Γυναικολογικῆς Κλινικῆς τοῦ Πανεπιστημίου τῆς Βιέννης, δέχεται 9—11 καὶ 3—5 μ. μ. ὁδὸς Φειδίου 31.: [329, 415, 579, 506]
lead-news-signature: ΔΟΥΣΜΑΝΗΣ: [1025, 537, 1119, 553]
article-paragraph: Μεταξὺ τῶν ὁραμάτων τῶν καταστροφῶν ἐκ τοῦ πολέμου ἐκείνου τὸ πλέον ἀνατριχιαστικὸν τὸ ὑπὸ τῶν Ἀγγλικῶν φύλλων περιγραφόμενον: «Οἱ Ἕλληνες διὰ νὰ καταλάβουν τὴν Νιγρίταν καὶ τὴν Δοξάτην ἔπολέμησαν μὲ ὅλα τὰ μέσα καὶ μὲ τὰ ὅπλα ἀνὰ χεῖρας καὶ μὲ τὴν λόγχην.»: [46, 738, 310, 859]
movement-item: ΑΝΑΚΟΜΙΣΙΣ ΑΠΟΛΟΓΙΣΜΟΥ. Ἐκ τοῦ Ὑπουργείου τῶν Ἐσωτερικῶν ἐλήφθη ἡ ἀνακοίνωσις ὅτι οἱ Ἕλληνες τῆς Ἀμερικῆς ἀπέστειλαν σημαντικὸν ποσὸν ὑπὲρ τῶν τραυματιῶν.: [1137, 553, 1393, 628]
